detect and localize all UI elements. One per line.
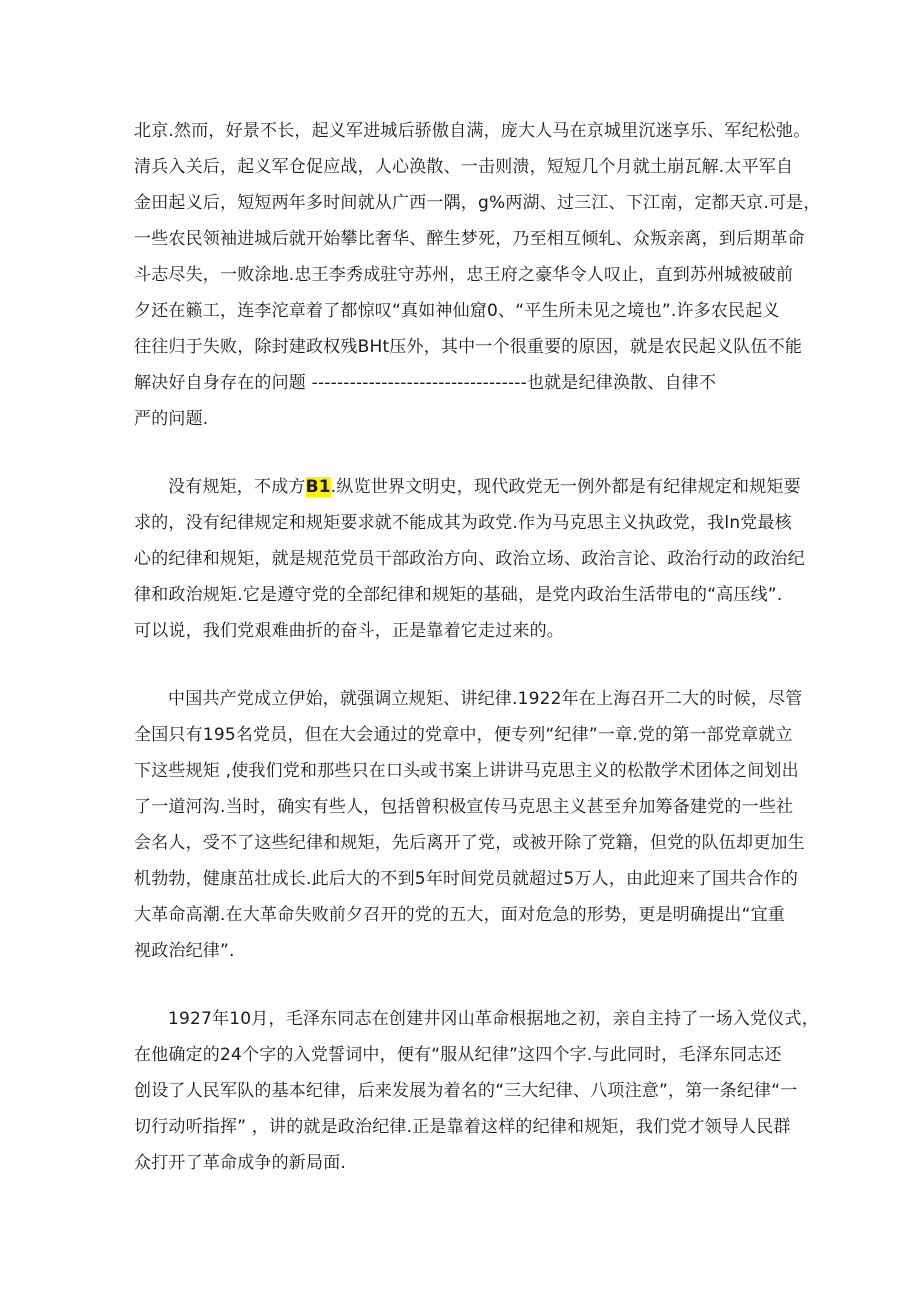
text-line: 求的，没有纪律规定和规矩要求就不能成其为政党.作为马克思主义执政党，我ln党最核: [134, 513, 792, 533]
text-line: 夕还在籁工，连李沱章着了都惊叹“真如神仙窟0、“平生所未见之境也”.许多农民起义: [134, 301, 780, 321]
paragraph-3: [134, 681, 805, 969]
text-line: 在他确定的24个字的入党誓词中，便有“服从纪律”这四个字.与此同时，毛泽东同志还: [134, 1045, 782, 1065]
text-line: 下这些规矩 ,使我们党和那些只在口头或书案上讲讲马克思主义的松散学术团体之间划出: [134, 761, 799, 781]
paragraph-4: [134, 1001, 819, 1181]
text-line: 严的问题.: [134, 409, 209, 429]
text-line: 斗志尽失，一败涂地.忠王李秀成驻守苏州，忠王府之豪华令人叹止，直到苏州城被破前: [134, 265, 794, 285]
text-line: 大革命高潮.在大革命失败前夕召开的党的五大，面对危急的形势，更是明确提出“宜重: [134, 905, 786, 925]
text-line: 解决好自身存在的问题 ----------------------------------也就是纪律涣散、自律不: [134, 373, 717, 393]
highlighted-text: B1: [305, 477, 331, 497]
text-segment: 没有规矩，不成方: [168, 477, 306, 497]
text-line: 切行动听指挥” ，讲的就是政治纪律.正是靠着这样的纪律和规矩，我们党才领导人民群: [134, 1117, 791, 1137]
paragraph-2: [134, 469, 805, 649]
text-line: 1927年10月，毛泽东同志在创建井冈山革命根据地之初，亲自主持了一场入党仪式，: [168, 1009, 819, 1029]
text-line: 律和政治规矩.它是遵守党的全部纪律和规矩的基础，是党内政治生活带电的“高压线”.: [134, 585, 783, 605]
text-line-first: [134, 469, 801, 505]
text-line: 往往归于失败，除封建政权残BHt压外，其中一个很重要的原因，就是农民起义队伍不能: [134, 337, 803, 357]
text-line: 中国共产党成立伊始，就强调立规矩、讲纪律.1922年在上海召开二大的时候，尽管: [168, 689, 803, 709]
text-line: 视政治纪律”.: [134, 941, 235, 961]
text-segment: .纵览世界文明史，现代政党无一例外都是有纪律规定和规矩要: [330, 477, 801, 497]
text-line: 一些农民领袖进城后就开始攀比奢华、醉生梦死，乃至相互倾轧、众叛亲离，到后期革命: [134, 229, 805, 249]
text-line: 心的纪律和规矩，就是规范党员干部政治方向、政治立场、政治言论、政治行动的政治纪: [134, 549, 805, 569]
text-line: 了一道河沟.当时，确实有些人，包括曾积极宣传马克思主义甚至弁加筹备建党的一些社: [134, 797, 794, 817]
text-line: 众打开了革命成争的新局面.: [134, 1153, 347, 1173]
text-line: 全国只有195名党员，但在大会通过的党章中，便专列“纪律”一章.党的第一部党章就立: [134, 725, 793, 745]
text-line: 北京.然而，好景不长，起义军进城后骄傲自满，庞大人马在京城里沉迷享乐、军纪松弛。: [134, 121, 811, 141]
paragraph-1: [134, 113, 821, 437]
text-line: 机勃勃，健康茁壮成长.此后大的不到5年时间党员就超过5万人，由此迎来了国共合作的: [134, 869, 799, 889]
text-line: 清兵入关后，起义军仓促应战，人心涣散、一击则溃，短短几个月就土崩瓦解.太平军自: [134, 157, 794, 177]
text-line: 创设了人民军队的基本纪律，后来发展为着名的“三大纪律、八项注意”，第一条纪律“一: [134, 1081, 798, 1101]
text-line: 会名人，受不了这些纪律和规矩，先后离开了党，或被开除了党籍，但党的队伍却更加生: [134, 833, 805, 853]
document-body: [134, 113, 821, 1181]
text-line: 金田起义后，短短两年多时间就从广西一隅，g%两湖、过三江、下江南，定都天京.可是，: [134, 193, 821, 213]
text-line: 可以说，我们党艰难曲折的奋斗，正是靠着它走过来的。: [134, 621, 564, 641]
